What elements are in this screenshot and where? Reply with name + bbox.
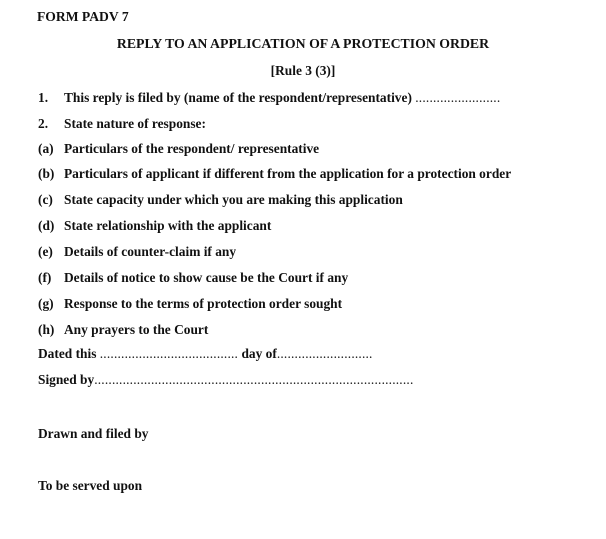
signature-blank: .......................................................................................... xyxy=(94,372,414,387)
subitem-text: Any prayers to the Court xyxy=(64,322,209,337)
subitem-text: Particulars of the respondent/ representative xyxy=(64,141,320,156)
item-number: 2. xyxy=(38,116,49,131)
subitem-h xyxy=(38,322,208,338)
subitem-text: Particulars of applicant if different from the application for a protection order xyxy=(64,166,512,181)
item-filed-by xyxy=(38,90,500,106)
signed-line xyxy=(38,372,414,388)
subitem-label: (c) xyxy=(38,192,53,207)
signed-label: Signed by xyxy=(38,372,95,387)
item-text: State nature of response: xyxy=(64,116,206,131)
subitem-label: (f) xyxy=(38,270,52,285)
item-nature-of-response xyxy=(38,116,206,132)
dated-line xyxy=(38,346,373,362)
subitem-label: (e) xyxy=(38,244,53,259)
subitem-text: Details of notice to show cause be the Court if any xyxy=(64,270,349,285)
month-blank: ........................... xyxy=(276,346,373,361)
subitem-f xyxy=(38,270,348,286)
subitem-label: (b) xyxy=(38,166,55,181)
to-be-served-upon: To be served upon xyxy=(38,478,143,493)
subitem-text: Details of counter-claim if any xyxy=(64,244,237,259)
form-title: REPLY TO AN APPLICATION OF A PROTECTION ORDER xyxy=(116,36,490,51)
subitem-text: Response to the terms of protection order sought xyxy=(64,296,343,311)
subitem-label: (g) xyxy=(38,296,54,311)
form-id: FORM PADV 7 xyxy=(37,9,129,24)
subitem-c xyxy=(38,192,403,208)
fill-in-blank: ........................ xyxy=(415,90,501,105)
subitem-e xyxy=(38,244,236,260)
item-number: 1. xyxy=(38,90,49,105)
drawn-and-filed-by: Drawn and filed by xyxy=(38,426,149,441)
subitem-label: (h) xyxy=(38,322,55,337)
subitem-a xyxy=(38,141,319,157)
subitem-d xyxy=(38,218,271,234)
subitem-b xyxy=(38,166,511,182)
dated-label: Dated this xyxy=(38,346,100,361)
subitem-text: State capacity under which you are making this application xyxy=(64,192,403,207)
day-of-label: day of xyxy=(238,346,277,361)
subitem-text: State relationship with the applicant xyxy=(64,218,272,233)
date-blank: ....................................... xyxy=(99,346,239,361)
item-text: This reply is filed by (name of the respondent/representative) xyxy=(64,90,416,105)
rule-reference: [Rule 3 (3)] xyxy=(270,63,336,78)
subitem-g xyxy=(38,296,342,312)
subitem-label: (d) xyxy=(38,218,55,233)
subitem-label: (a) xyxy=(38,141,54,156)
